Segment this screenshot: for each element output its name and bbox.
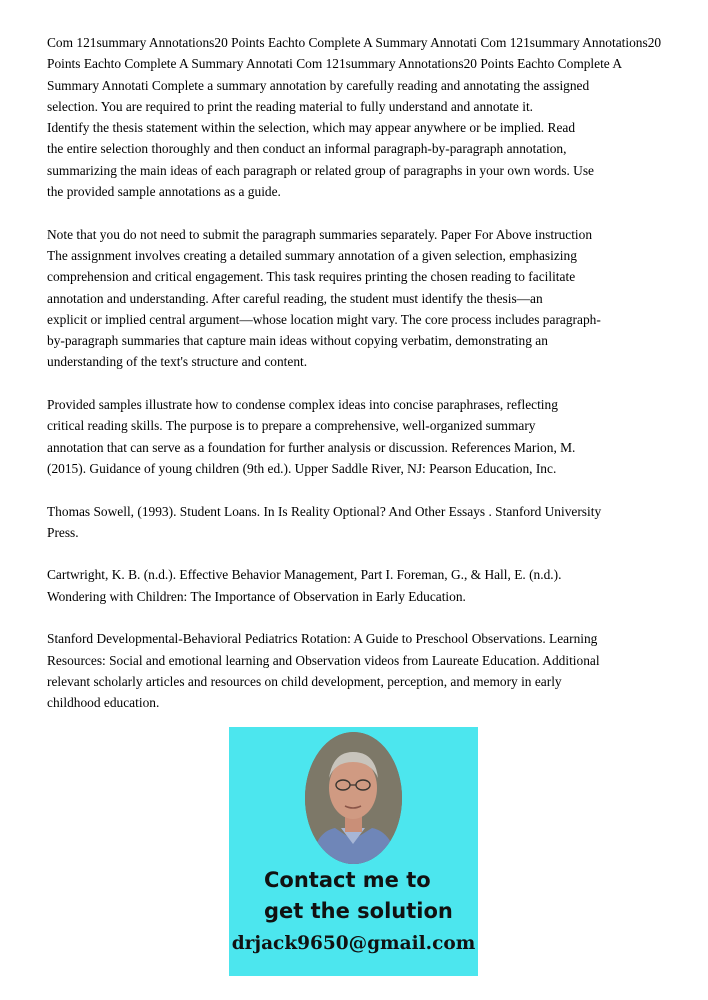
- text-line: comprehension and critical engagement. This task requires printing the chosen reading to facilitate: [47, 269, 576, 285]
- text-line: annotation that can serve as a foundation for further analysis or discussion. References Marion, M.: [47, 439, 576, 455]
- portrait-photo: [305, 732, 402, 864]
- text-line: childhood education.: [47, 695, 160, 711]
- contact-advert[interactable]: [229, 727, 478, 976]
- contact-email[interactable]: drjack9650@gmail.com: [231, 933, 476, 954]
- text-line: Press.: [47, 524, 79, 540]
- text-line: Summary Annotati Complete a summary annotation by carefully reading and annotating the assigned: [47, 77, 590, 93]
- contact-heading-line-1: Contact me to: [264, 868, 431, 892]
- paragraph-1: [47, 32, 687, 202]
- text-line: The assignment involves creating a detailed summary annotation of a given selection, emphasizing: [47, 247, 577, 263]
- text-line: critical reading skills. The purpose is to prepare a comprehensive, well-organized summary: [47, 418, 536, 434]
- text-line: by-paragraph summaries that capture main ideas without copying verbatim, demonstrating an: [47, 333, 548, 349]
- document-body: [47, 32, 687, 735]
- text-line: Points Eachto Complete A Summary Annotati Com 121summary Annotations20 Points Eachto Complete A: [47, 56, 623, 72]
- reference-stanford: [47, 628, 687, 713]
- text-line: (2015). Guidance of young children (9th ed.). Upper Saddle River, NJ: Pearson Education, Inc.: [47, 460, 557, 476]
- text-line: Identify the thesis statement within the selection, which may appear anywhere or be implied. Read: [47, 120, 576, 136]
- text-line: Com 121summary Annotations20 Points Eachto Complete A Summary Annotati Com 121summary Annotations20: [47, 35, 662, 50]
- paragraph-2: [47, 224, 687, 373]
- text-line: Provided samples illustrate how to condense complex ideas into concise paraphrases, reflecting: [47, 397, 558, 413]
- text-line: Cartwright, K. B. (n.d.). Effective Behavior Management, Part I. Foreman, G., & Hall, E. (n.d.).: [47, 567, 562, 583]
- text-line: Stanford Developmental-Behavioral Pediatrics Rotation: A Guide to Preschool Observations. Learning: [47, 631, 598, 647]
- text-line: the provided sample annotations as a guide.: [47, 184, 281, 200]
- text-line: Wondering with Children: The Importance of Observation in Early Education.: [47, 588, 466, 604]
- text-line: Note that you do not need to submit the paragraph summaries separately. Paper For Above instruction: [47, 226, 593, 242]
- text-line: explicit or implied central argument—whose location might vary. The core process includes paragraph-: [47, 311, 601, 327]
- text-line: understanding of the text's structure and content.: [47, 354, 308, 370]
- text-line: Resources: Social and emotional learning and Observation videos from Laureate Education. Additional: [47, 652, 600, 668]
- text-line: Thomas Sowell, (1993). Student Loans. In Is Reality Optional? And Other Essays . Stanford University: [47, 503, 602, 519]
- text-line: annotation and understanding. After careful reading, the student must identify the thesis—an: [47, 290, 543, 306]
- paragraph-3: [47, 394, 687, 479]
- text-line: the entire selection thoroughly and then conduct an informal paragraph-by-paragraph annotation,: [47, 141, 567, 157]
- reference-cartwright: [47, 564, 687, 607]
- text-line: summarizing the main ideas of each paragraph or related group of paragraphs in your own words. Use: [47, 162, 594, 178]
- contact-heading-line-2: get the solution: [264, 899, 453, 923]
- text-line: relevant scholarly articles and resources on child development, perception, and memory in early: [47, 673, 562, 689]
- reference-sowell: [47, 501, 687, 544]
- text-line: selection. You are required to print the reading material to fully understand and annotate it.: [47, 98, 534, 114]
